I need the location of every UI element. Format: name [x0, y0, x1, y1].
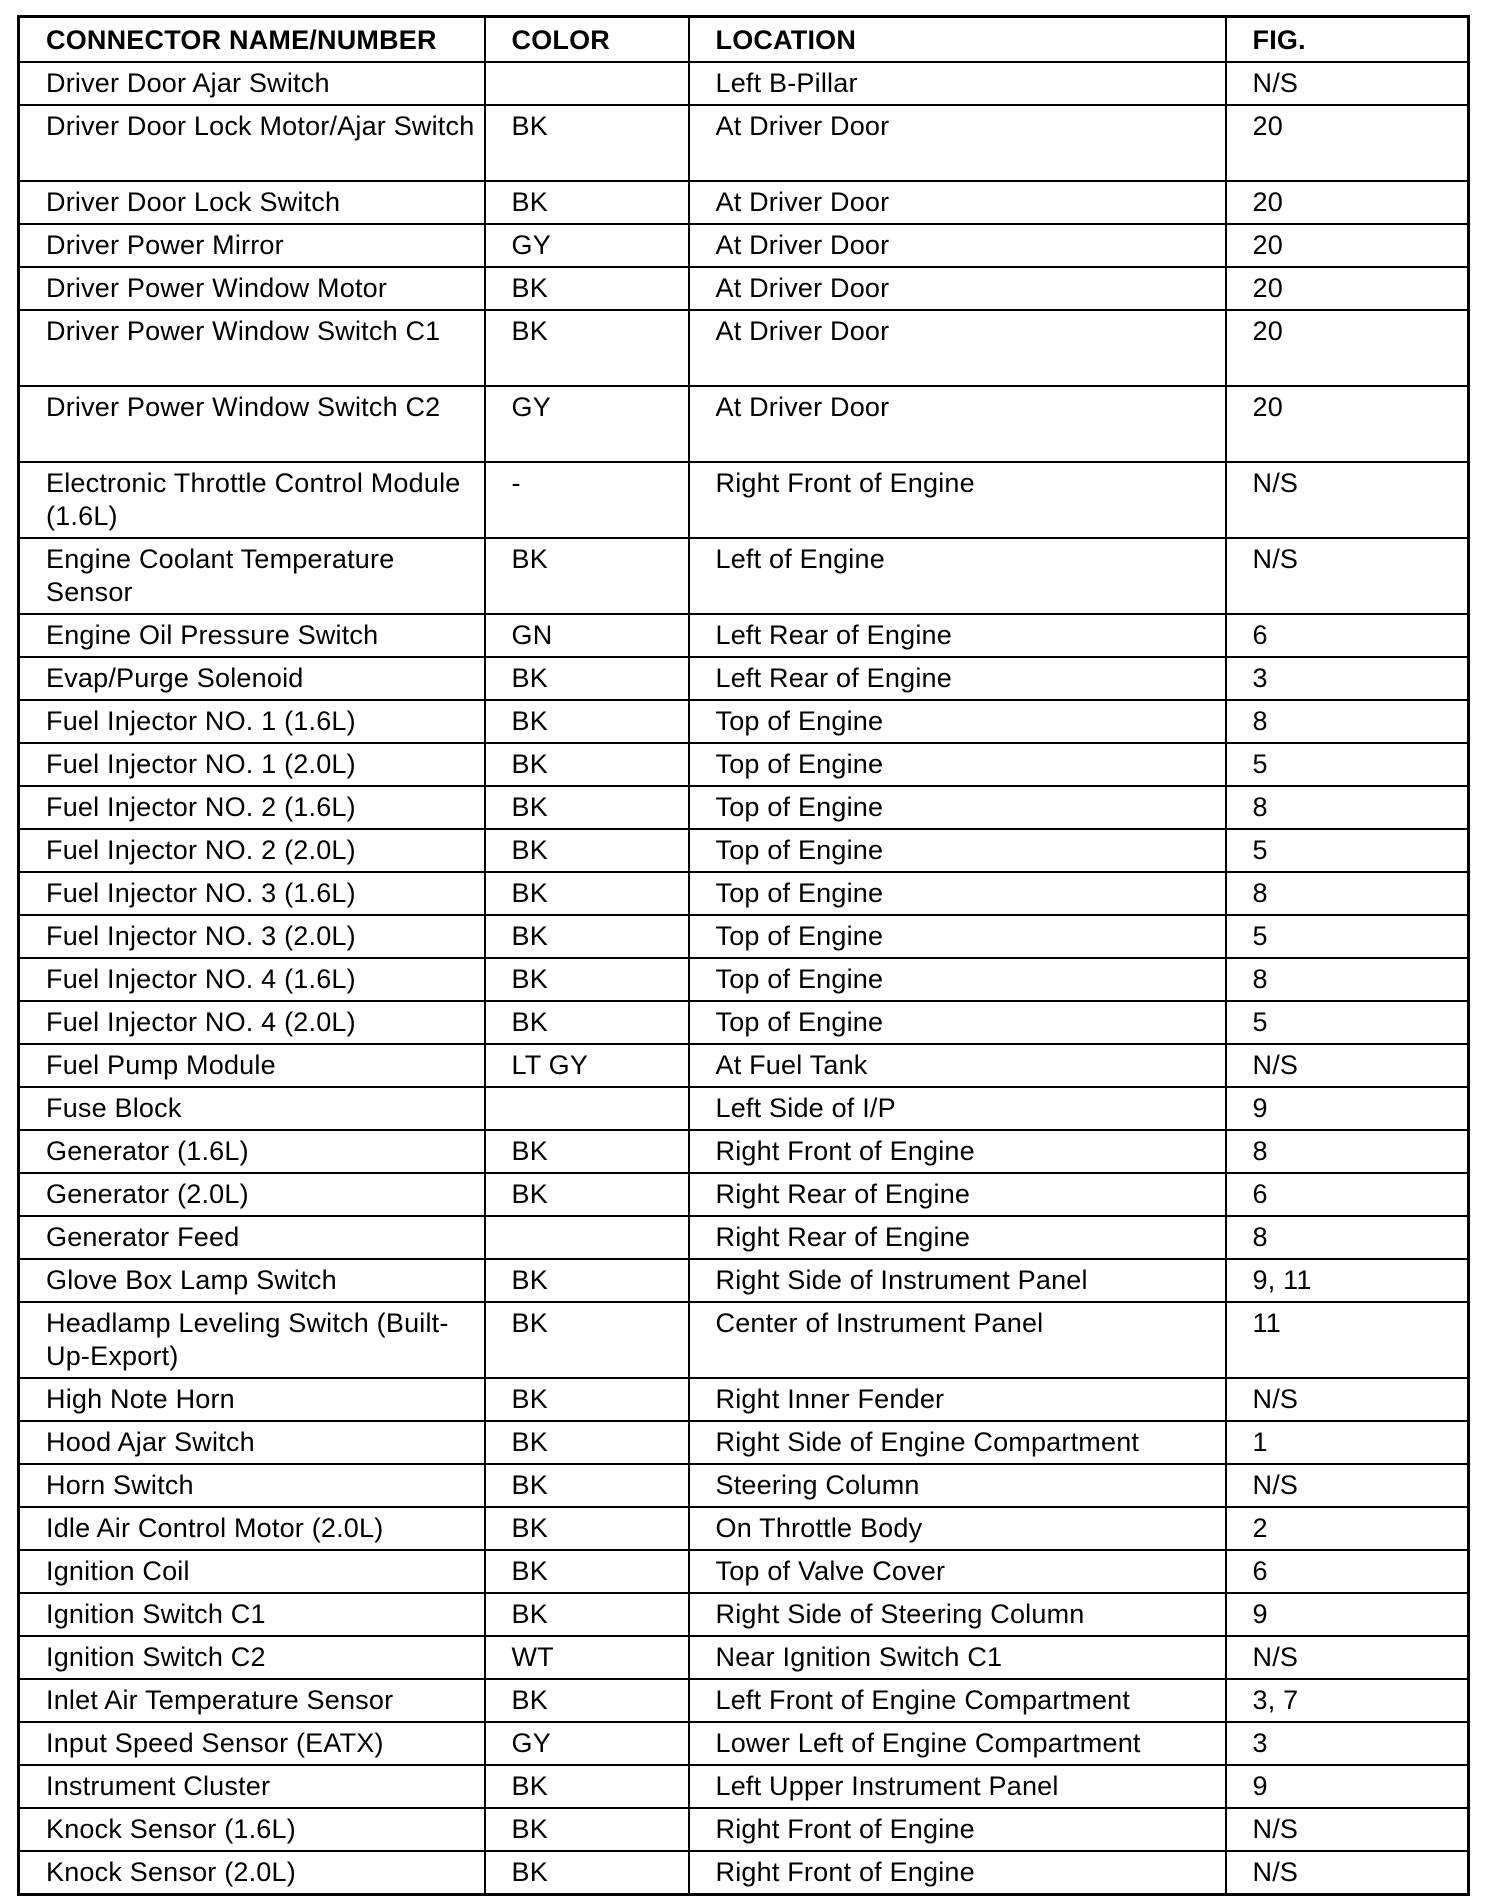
color-cell: BK [485, 1130, 689, 1173]
table-body [19, 62, 1469, 1895]
connector-location-sheet [17, 15, 1467, 1896]
connector-name-cell: Fuel Injector NO. 1 (1.6L) [19, 700, 485, 743]
fig-cell: 9 [1226, 1087, 1469, 1130]
connector-name-cell: Headlamp Leveling Switch (Built-Up-Export) [19, 1302, 485, 1378]
fig-cell: 20 [1226, 386, 1469, 462]
color-cell [485, 1087, 689, 1130]
table-row [19, 1808, 1469, 1851]
table-row [19, 1044, 1469, 1087]
color-cell: BK [485, 538, 689, 614]
connector-name-cell: Horn Switch [19, 1464, 485, 1507]
table-row [19, 1722, 1469, 1765]
connector-name-cell: Driver Door Ajar Switch [19, 62, 485, 105]
connector-name-cell: Generator Feed [19, 1216, 485, 1259]
connector-name-cell: Fuse Block [19, 1087, 485, 1130]
table-row [19, 224, 1469, 267]
fig-cell: 8 [1226, 872, 1469, 915]
fig-cell: N/S [1226, 1808, 1469, 1851]
column-header-location: LOCATION [689, 17, 1226, 63]
location-cell: Top of Engine [689, 915, 1226, 958]
column-header-connector-name: CONNECTOR NAME/NUMBER [19, 17, 485, 63]
location-cell: Center of Instrument Panel [689, 1302, 1226, 1378]
connector-name-cell: Driver Power Window Switch C1 [19, 310, 485, 386]
fig-cell: 8 [1226, 786, 1469, 829]
table-row [19, 1636, 1469, 1679]
table-row [19, 1001, 1469, 1044]
color-cell: LT GY [485, 1044, 689, 1087]
fig-cell: 1 [1226, 1421, 1469, 1464]
color-cell: BK [485, 105, 689, 181]
fig-cell: 8 [1226, 700, 1469, 743]
table-row [19, 872, 1469, 915]
connector-name-cell: Input Speed Sensor (EATX) [19, 1722, 485, 1765]
connector-name-cell: Fuel Injector NO. 4 (1.6L) [19, 958, 485, 1001]
connector-name-cell: Driver Power Window Motor [19, 267, 485, 310]
color-cell: BK [485, 1808, 689, 1851]
fig-cell: 9, 11 [1226, 1259, 1469, 1302]
location-cell: Top of Engine [689, 743, 1226, 786]
location-cell: Right Rear of Engine [689, 1173, 1226, 1216]
color-cell: BK [485, 267, 689, 310]
color-cell: BK [485, 1851, 689, 1895]
connector-name-cell: Fuel Pump Module [19, 1044, 485, 1087]
table-row [19, 1679, 1469, 1722]
color-cell [485, 62, 689, 105]
fig-cell: 20 [1226, 181, 1469, 224]
connector-name-cell: Glove Box Lamp Switch [19, 1259, 485, 1302]
location-cell: At Driver Door [689, 386, 1226, 462]
table-row [19, 786, 1469, 829]
table-row [19, 743, 1469, 786]
table-row [19, 310, 1469, 386]
connector-name-cell: Ignition Switch C2 [19, 1636, 485, 1679]
connector-name-cell: Driver Door Lock Motor/Ajar Switch [19, 105, 485, 181]
table-row [19, 829, 1469, 872]
color-cell: BK [485, 915, 689, 958]
color-cell: BK [485, 1593, 689, 1636]
table-row [19, 1173, 1469, 1216]
fig-cell: 6 [1226, 1550, 1469, 1593]
table-row [19, 267, 1469, 310]
location-cell: Top of Engine [689, 1001, 1226, 1044]
location-cell: At Driver Door [689, 224, 1226, 267]
fig-cell: N/S [1226, 1851, 1469, 1895]
location-cell: Left Front of Engine Compartment [689, 1679, 1226, 1722]
color-cell: BK [485, 1259, 689, 1302]
connector-name-cell: Fuel Injector NO. 3 (1.6L) [19, 872, 485, 915]
location-cell: Right Side of Engine Compartment [689, 1421, 1226, 1464]
color-cell: BK [485, 786, 689, 829]
fig-cell: 8 [1226, 958, 1469, 1001]
table-row [19, 62, 1469, 105]
table-row [19, 386, 1469, 462]
table-row [19, 1302, 1469, 1378]
fig-cell: N/S [1226, 1378, 1469, 1421]
location-cell: Right Front of Engine [689, 1851, 1226, 1895]
fig-cell: 6 [1226, 614, 1469, 657]
fig-cell: 20 [1226, 310, 1469, 386]
fig-cell: 5 [1226, 915, 1469, 958]
table-row [19, 1087, 1469, 1130]
connector-name-cell: Inlet Air Temperature Sensor [19, 1679, 485, 1722]
table-header-row [19, 17, 1469, 63]
connector-name-cell: Knock Sensor (2.0L) [19, 1851, 485, 1895]
connector-name-cell: Generator (1.6L) [19, 1130, 485, 1173]
location-cell: Left Side of I/P [689, 1087, 1226, 1130]
connector-name-cell: Evap/Purge Solenoid [19, 657, 485, 700]
table-row [19, 1130, 1469, 1173]
color-cell: GY [485, 386, 689, 462]
table-row [19, 462, 1469, 538]
table-row [19, 1421, 1469, 1464]
color-cell: BK [485, 829, 689, 872]
location-cell: Steering Column [689, 1464, 1226, 1507]
color-cell: - [485, 462, 689, 538]
fig-cell: N/S [1226, 1464, 1469, 1507]
fig-cell: 3, 7 [1226, 1679, 1469, 1722]
location-cell: Left Rear of Engine [689, 657, 1226, 700]
location-cell: Top of Engine [689, 786, 1226, 829]
color-cell: BK [485, 1507, 689, 1550]
fig-cell: 20 [1226, 105, 1469, 181]
fig-cell: 9 [1226, 1765, 1469, 1808]
fig-cell: 20 [1226, 224, 1469, 267]
location-cell: Right Side of Instrument Panel [689, 1259, 1226, 1302]
table-row [19, 105, 1469, 181]
table-row [19, 614, 1469, 657]
table-row [19, 538, 1469, 614]
table-row [19, 1593, 1469, 1636]
location-cell: Right Front of Engine [689, 1130, 1226, 1173]
fig-cell: 2 [1226, 1507, 1469, 1550]
location-cell: Near Ignition Switch C1 [689, 1636, 1226, 1679]
location-cell: Top of Engine [689, 958, 1226, 1001]
fig-cell: 20 [1226, 267, 1469, 310]
location-cell: At Driver Door [689, 105, 1226, 181]
fig-cell: 3 [1226, 1722, 1469, 1765]
connector-name-cell: Fuel Injector NO. 3 (2.0L) [19, 915, 485, 958]
location-cell: Top of Valve Cover [689, 1550, 1226, 1593]
fig-cell: N/S [1226, 462, 1469, 538]
color-cell: BK [485, 700, 689, 743]
connector-name-cell: Engine Coolant Temperature Sensor [19, 538, 485, 614]
table-row [19, 1259, 1469, 1302]
connector-table [17, 15, 1470, 1896]
color-cell: BK [485, 1421, 689, 1464]
fig-cell: 8 [1226, 1216, 1469, 1259]
connector-name-cell: Driver Power Mirror [19, 224, 485, 267]
fig-cell: 5 [1226, 743, 1469, 786]
table-row [19, 1851, 1469, 1895]
connector-name-cell: Idle Air Control Motor (2.0L) [19, 1507, 485, 1550]
fig-cell: N/S [1226, 62, 1469, 105]
connector-name-cell: Driver Door Lock Switch [19, 181, 485, 224]
connector-name-cell: Generator (2.0L) [19, 1173, 485, 1216]
table-row [19, 1550, 1469, 1593]
color-cell: BK [485, 1302, 689, 1378]
table-row [19, 1765, 1469, 1808]
location-cell: Right Front of Engine [689, 1808, 1226, 1851]
connector-name-cell: Driver Power Window Switch C2 [19, 386, 485, 462]
color-cell: BK [485, 181, 689, 224]
column-header-color: COLOR [485, 17, 689, 63]
location-cell: Right Front of Engine [689, 462, 1226, 538]
table-row [19, 1507, 1469, 1550]
color-cell: BK [485, 1001, 689, 1044]
connector-name-cell: Ignition Coil [19, 1550, 485, 1593]
color-cell: BK [485, 310, 689, 386]
color-cell: GN [485, 614, 689, 657]
color-cell: BK [485, 743, 689, 786]
location-cell: Top of Engine [689, 872, 1226, 915]
connector-name-cell: Fuel Injector NO. 2 (2.0L) [19, 829, 485, 872]
connector-name-cell: Engine Oil Pressure Switch [19, 614, 485, 657]
fig-cell: N/S [1226, 1044, 1469, 1087]
table-row [19, 1216, 1469, 1259]
color-cell: BK [485, 872, 689, 915]
location-cell: Left Upper Instrument Panel [689, 1765, 1226, 1808]
fig-cell: N/S [1226, 538, 1469, 614]
color-cell: GY [485, 224, 689, 267]
fig-cell: 8 [1226, 1130, 1469, 1173]
location-cell: Right Rear of Engine [689, 1216, 1226, 1259]
location-cell: Lower Left of Engine Compartment [689, 1722, 1226, 1765]
fig-cell: N/S [1226, 1636, 1469, 1679]
connector-name-cell: Fuel Injector NO. 1 (2.0L) [19, 743, 485, 786]
connector-name-cell: High Note Horn [19, 1378, 485, 1421]
table-row [19, 700, 1469, 743]
location-cell: Top of Engine [689, 700, 1226, 743]
location-cell: Left Rear of Engine [689, 614, 1226, 657]
table-row [19, 657, 1469, 700]
location-cell: Right Inner Fender [689, 1378, 1226, 1421]
table-row [19, 1464, 1469, 1507]
location-cell: Left of Engine [689, 538, 1226, 614]
connector-name-cell: Fuel Injector NO. 2 (1.6L) [19, 786, 485, 829]
fig-cell: 3 [1226, 657, 1469, 700]
location-cell: At Driver Door [689, 181, 1226, 224]
table-row [19, 958, 1469, 1001]
color-cell: BK [485, 1173, 689, 1216]
color-cell: BK [485, 1464, 689, 1507]
table-row [19, 181, 1469, 224]
fig-cell: 11 [1226, 1302, 1469, 1378]
table-row [19, 915, 1469, 958]
connector-name-cell: Electronic Throttle Control Module (1.6L) [19, 462, 485, 538]
color-cell: BK [485, 958, 689, 1001]
color-cell: BK [485, 1679, 689, 1722]
location-cell: At Driver Door [689, 310, 1226, 386]
fig-cell: 6 [1226, 1173, 1469, 1216]
table-row [19, 1378, 1469, 1421]
connector-name-cell: Hood Ajar Switch [19, 1421, 485, 1464]
connector-name-cell: Ignition Switch C1 [19, 1593, 485, 1636]
color-cell: BK [485, 1765, 689, 1808]
connector-name-cell: Fuel Injector NO. 4 (2.0L) [19, 1001, 485, 1044]
location-cell: Top of Engine [689, 829, 1226, 872]
fig-cell: 5 [1226, 829, 1469, 872]
color-cell: BK [485, 657, 689, 700]
color-cell: BK [485, 1378, 689, 1421]
color-cell: GY [485, 1722, 689, 1765]
fig-cell: 5 [1226, 1001, 1469, 1044]
color-cell: BK [485, 1550, 689, 1593]
connector-name-cell: Knock Sensor (1.6L) [19, 1808, 485, 1851]
location-cell: At Driver Door [689, 267, 1226, 310]
location-cell: Left B-Pillar [689, 62, 1226, 105]
column-header-fig: FIG. [1226, 17, 1469, 63]
location-cell: At Fuel Tank [689, 1044, 1226, 1087]
location-cell: Right Side of Steering Column [689, 1593, 1226, 1636]
color-cell [485, 1216, 689, 1259]
location-cell: On Throttle Body [689, 1507, 1226, 1550]
color-cell: WT [485, 1636, 689, 1679]
fig-cell: 9 [1226, 1593, 1469, 1636]
connector-name-cell: Instrument Cluster [19, 1765, 485, 1808]
